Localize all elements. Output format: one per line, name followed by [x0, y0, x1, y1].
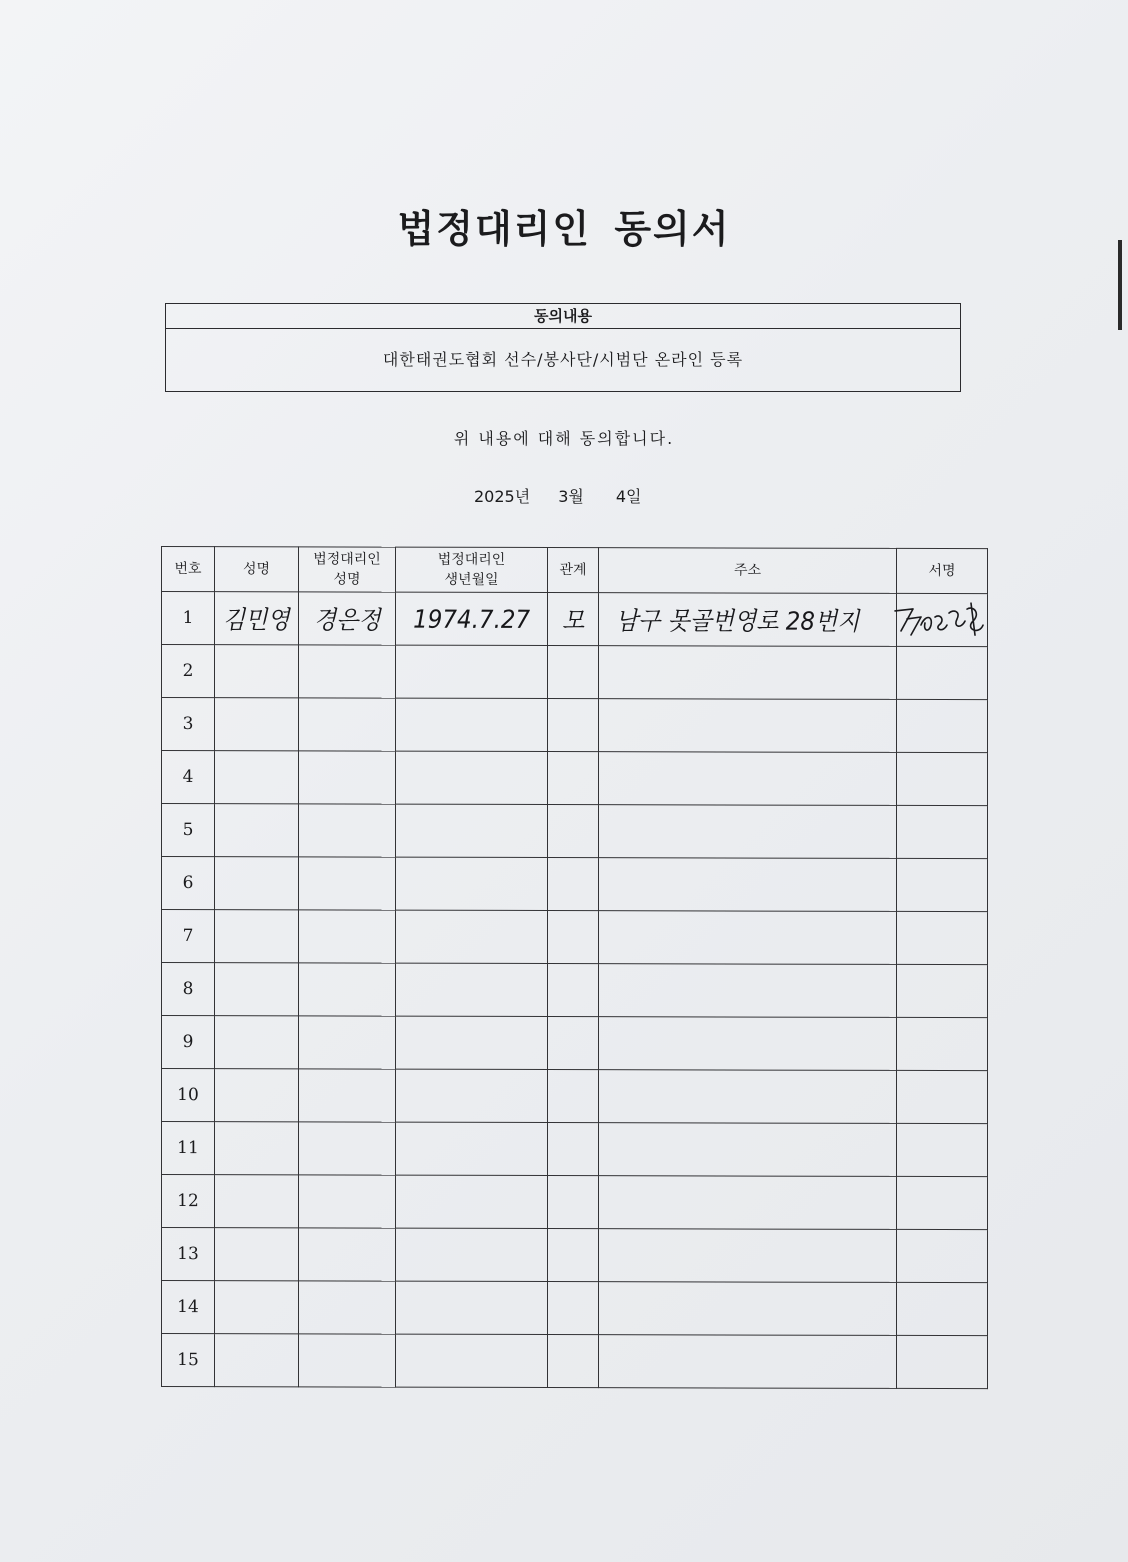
table-row	[162, 1016, 988, 1071]
row-number: 10	[162, 1069, 215, 1122]
name-cell	[215, 1175, 299, 1228]
relation-cell	[548, 752, 599, 805]
guardian-name-cell	[299, 592, 396, 645]
address-cell	[599, 1070, 897, 1124]
table-row	[162, 1281, 988, 1336]
signature-cell	[897, 752, 988, 805]
relation-cell	[548, 1229, 599, 1282]
row-number: 15	[162, 1334, 215, 1387]
name-cell	[215, 645, 299, 698]
handwritten-name: 김민영	[223, 605, 290, 635]
address-cell	[599, 911, 897, 965]
guardian-birth-cell	[396, 1228, 548, 1281]
guardian-birth-cell	[396, 592, 548, 645]
header-address: 주소	[599, 548, 897, 594]
guardian-name-cell	[299, 751, 396, 804]
guardian-birth-cell	[396, 1016, 548, 1069]
relation-cell	[548, 1017, 599, 1070]
handwritten-relation: 모	[561, 606, 585, 636]
handwritten-guardian-name: 경은정	[313, 605, 381, 635]
table-row	[162, 963, 988, 1018]
table-header-row	[162, 547, 988, 594]
table-row	[162, 804, 988, 859]
table-row	[162, 592, 988, 647]
name-cell	[215, 1228, 299, 1281]
address-cell	[599, 593, 897, 647]
table-body	[162, 592, 988, 1389]
date-year: 2025년	[474, 487, 531, 506]
relation-cell	[548, 858, 599, 911]
guardian-birth-cell	[396, 1122, 548, 1175]
signature-cell	[897, 1176, 988, 1229]
guardian-name-cell	[299, 963, 396, 1016]
name-cell	[215, 910, 299, 963]
guardian-birth-cell	[396, 1069, 548, 1122]
address-cell	[599, 1017, 897, 1071]
guardian-name-cell	[299, 1175, 396, 1228]
address-cell	[599, 1176, 897, 1230]
row-number: 14	[162, 1281, 215, 1334]
guardian-birth-cell	[396, 963, 548, 1016]
table-row	[162, 645, 988, 700]
guardian-name-cell	[299, 645, 396, 698]
header-guardian-birth-text: 법정대리인 생년월일	[437, 551, 506, 588]
consent-box	[165, 303, 961, 392]
signature-cell	[897, 858, 988, 911]
table-row	[162, 698, 988, 753]
relation-cell	[548, 593, 599, 646]
header-relation: 관계	[548, 548, 599, 593]
row-number: 12	[162, 1175, 215, 1228]
relation-cell	[548, 1176, 599, 1229]
signature-cell	[897, 805, 988, 858]
name-cell	[215, 963, 299, 1016]
guardian-birth-cell	[396, 910, 548, 963]
header-signature: 서명	[897, 548, 988, 593]
signature-cell	[897, 964, 988, 1017]
name-cell	[215, 857, 299, 910]
row-number: 1	[162, 592, 215, 645]
guardian-name-cell	[299, 1281, 396, 1334]
signature-scribble	[891, 595, 987, 645]
name-cell	[215, 592, 299, 645]
guardian-name-cell	[299, 804, 396, 857]
name-cell	[215, 698, 299, 751]
relation-cell	[548, 646, 599, 699]
signature-cell	[897, 1070, 988, 1123]
guardian-name-cell	[299, 857, 396, 910]
header-guardian-birth	[396, 547, 548, 592]
consent-content: 대한태권도협회 선수/봉사단/시범단 온라인 등록	[382, 350, 744, 369]
signature-cell	[897, 699, 988, 752]
row-number: 6	[162, 857, 215, 910]
date-day: 4일	[615, 487, 642, 506]
guardian-table	[161, 546, 988, 1389]
guardian-birth-cell	[396, 645, 548, 698]
relation-cell	[548, 911, 599, 964]
row-number: 13	[162, 1228, 215, 1281]
signature-cell	[897, 1282, 988, 1335]
table-row	[162, 1175, 988, 1230]
table-row	[162, 857, 988, 912]
signature-cell	[897, 1123, 988, 1176]
table-row	[162, 1069, 988, 1124]
guardian-name-cell	[299, 910, 396, 963]
guardian-name-cell	[299, 1016, 396, 1069]
address-cell	[599, 646, 897, 700]
document-title: 법정대리인 동의서	[397, 207, 731, 251]
date-line	[474, 484, 641, 507]
table-row	[162, 1228, 988, 1283]
guardian-name-cell	[299, 1069, 396, 1122]
signature-cell	[897, 911, 988, 964]
name-cell	[215, 1122, 299, 1175]
relation-cell	[548, 1070, 599, 1123]
row-number: 8	[162, 963, 215, 1016]
page-edge-mark	[1118, 240, 1122, 330]
table-row	[162, 1334, 988, 1389]
address-cell	[599, 1335, 897, 1389]
table-row	[162, 910, 988, 965]
guardian-birth-cell	[396, 1175, 548, 1228]
guardian-name-cell	[299, 1334, 396, 1387]
address-cell	[599, 964, 897, 1018]
row-number: 4	[162, 751, 215, 804]
table-row	[162, 1122, 988, 1177]
relation-cell	[548, 805, 599, 858]
handwritten-address: 남구 못골번영로 28번지	[615, 606, 860, 636]
row-number: 5	[162, 804, 215, 857]
row-number: 7	[162, 910, 215, 963]
header-name: 성명	[215, 547, 299, 592]
name-cell	[215, 1334, 299, 1387]
signature-cell	[897, 1229, 988, 1282]
signature-cell	[897, 1335, 988, 1388]
relation-cell	[548, 699, 599, 752]
relation-cell	[548, 1335, 599, 1388]
row-number: 2	[162, 645, 215, 698]
guardian-birth-cell	[396, 751, 548, 804]
name-cell	[215, 804, 299, 857]
relation-cell	[548, 1282, 599, 1335]
name-cell	[215, 1281, 299, 1334]
date-month: 3월	[558, 487, 584, 506]
row-number: 11	[162, 1122, 215, 1175]
guardian-birth-cell	[396, 1281, 548, 1334]
relation-cell	[548, 1123, 599, 1176]
table-row	[162, 751, 988, 806]
header-number: 번호	[162, 547, 215, 592]
address-cell	[599, 858, 897, 912]
signature-cell	[897, 593, 988, 646]
address-cell	[599, 752, 897, 806]
guardian-birth-cell	[396, 1334, 548, 1387]
name-cell	[215, 751, 299, 804]
row-number: 3	[162, 698, 215, 751]
address-cell	[599, 699, 897, 753]
address-cell	[599, 1229, 897, 1283]
signature-cell	[897, 1017, 988, 1070]
address-cell	[599, 805, 897, 859]
guardian-name-cell	[299, 698, 396, 751]
guardian-birth-cell	[396, 857, 548, 910]
agreement-statement: 위 내용에 대해 동의합니다.	[453, 429, 675, 448]
name-cell	[215, 1069, 299, 1122]
relation-cell	[548, 964, 599, 1017]
consent-header: 동의내용	[166, 304, 960, 329]
address-cell	[599, 1282, 897, 1336]
guardian-birth-cell	[396, 804, 548, 857]
guardian-birth-cell	[396, 698, 548, 751]
header-guardian-name-text: 법정대리인 성명	[313, 551, 381, 588]
row-number: 9	[162, 1016, 215, 1069]
name-cell	[215, 1016, 299, 1069]
signature-cell	[897, 646, 988, 699]
address-cell	[599, 1123, 897, 1177]
guardian-name-cell	[299, 1228, 396, 1281]
handwritten-guardian-birth: 1974.7.27	[412, 604, 531, 634]
guardian-name-cell	[299, 1122, 396, 1175]
header-guardian-name	[299, 547, 396, 592]
